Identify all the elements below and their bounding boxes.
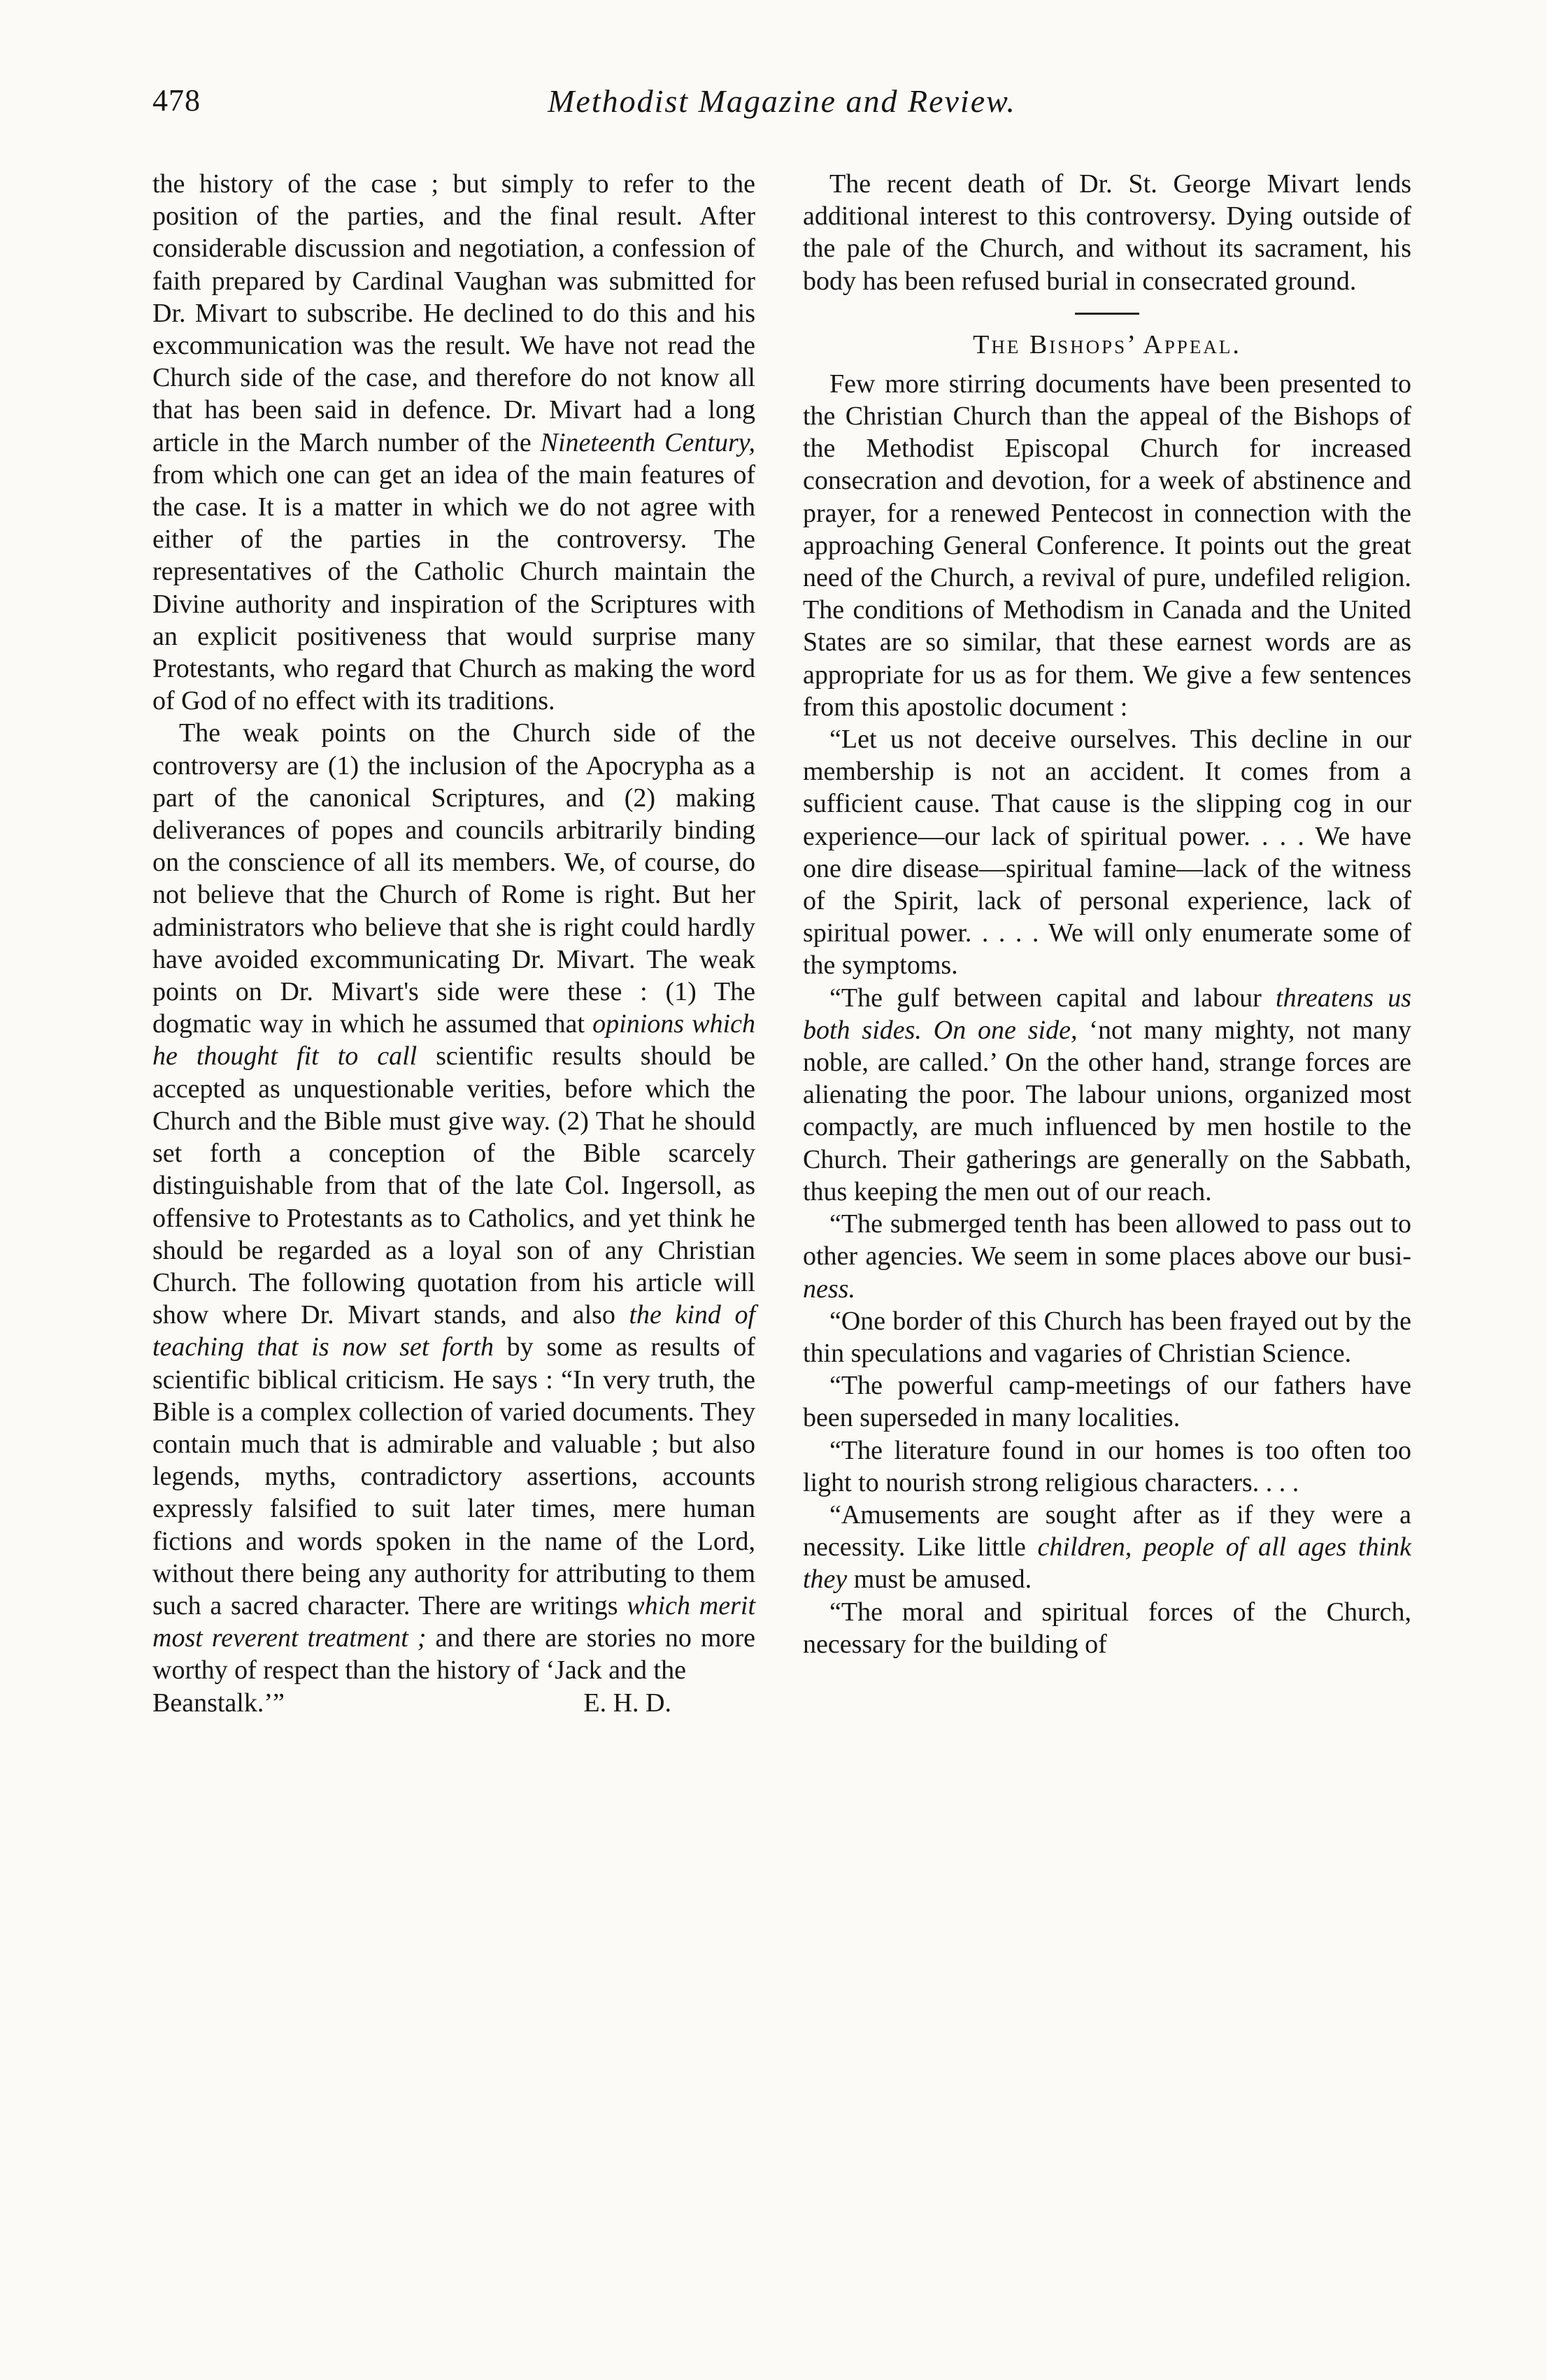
page-number: 478 — [152, 83, 201, 117]
quote-paragraph: “The moral and spiritual forces of the Church, necessary for the building of — [803, 1597, 1411, 1659]
right-column — [803, 168, 1411, 1660]
closing-text: Beanstalk.’” — [152, 1688, 285, 1718]
quote-paragraph: “The gulf between capital and labour threatens us both sides. On one side, ‘not many mighty, not many noble, are called.’ On the other hand, strange forces are alienating the poor. The labour unions, organized most compactly, are much influenced by men hostile to the Church. Their gatherings are generally on the Sabbath, thus keeping the men out of our reach. — [803, 983, 1411, 1206]
quote-paragraph: “The powerful camp-meetings of our fathers have been superseded in many localities. — [803, 1371, 1411, 1433]
closing-line — [152, 1687, 755, 1719]
quote-paragraph: “Let us not deceive ourselves. This decline in our membership is not an accident. It comes from a sufficient cause. That cause is the slipping cog in our experience—our lack of spiritual power. . . . We have one dire disease—spiritual famine—lack of the witness of the Spirit, lack of personal experience, lack of spiritual power. . . . . We will only enumerate some of the symptoms. — [803, 725, 1411, 981]
section-heading: The Bishops’ Appeal. — [973, 329, 1241, 359]
section-divider — [1075, 313, 1139, 315]
paragraph: The recent death of Dr. St. George Mivart lends additional interest to this controversy. Dying outside of the pale of the Church, and without its sacrament, his body has been refused burial in consecrated ground. — [803, 169, 1411, 296]
paragraph: the history of the case ; but simply to refer to the position of the parties, and the final result. After considerable discussion and negotiation, a confession of faith prepared by Cardinal Vaughan was submitted for Dr. Mivart to subscribe. He declined to do this and his excommunication was the result. We have not read the Church side of the case, and therefore do not know all that has been said in defence. Dr. Mivart had a long article in the March number of the Nineteenth Century, from which one can get an idea of the main features of the case. It is a matter in which we do not agree with either of the parties in the controversy. The representatives of the Catholic Church maintain the Divine authority and inspiration of the Scriptures with an explicit positiveness that would surprise many Protestants, who regard that Church as making the word of God of no effect with its traditions. — [152, 169, 755, 716]
page-header — [152, 83, 1411, 131]
paragraph: The weak points on the Church side of the controversy are (1) the inclusion of the Apocrypha as a part of the canonical Scriptures, and (2) making deliverances of popes and councils arbitrarily binding on the conscience of all its members. We, of course, do not believe that the Church of Rome is right. But her administrators who believe that she is right could hardly have avoided excommunicating Dr. Mivart. The weak points on Dr. Mivart's side were these : (1) The dogmatic way in which he assumed that opinions which he thought fit to call scientific results should be accepted as unquestionable verities, before which the Church and the Bible must give way. (2) That he should set forth a conception of the Bible scarcely distinguishable from that of the late Col. Ingersoll, as offensive to Protestants as to Catholics, and yet think he should be regarded as a loyal son of any Christian Church. The following quotation from his article will show where Dr. Mivart stands, and also the kind of teaching that is now set forth by some as results of scientific biblical criticism. He says : “In very truth, the Bible is a complex collection of varied documents. They contain much that is admirable and valuable ; but also legends, myths, contradictory assertions, accounts expressly falsified to suit later times, mere human fictions and words spoken in the name of the Lord, without there being any authority for attributing to them such a sacred character. There are writings which merit most reverent treatment ; and there are stories no more worthy of respect than the history of ‘Jack and the — [152, 718, 756, 1686]
quote-paragraph: “Amusements are sought after as if they were a necessity. Like little children, people of all ages think they must be amused. — [803, 1499, 1411, 1595]
paragraph: Few more stirring documents have been presented to the Christian Church than the appeal of the Bishops of the Methodist Episcopal Church for increased consecration and devotion, for a week of abstinence and prayer, for a renewed Pentecost in connection with the approaching General Conference. It points out the great need of the Church, a revival of pure, undefiled religion. The conditions of Methodism in Canada and the United States are so similar, that these earnest words are as appropriate for us as for them. We give a few sentences from this apostolic document : — [803, 369, 1411, 722]
left-column — [152, 168, 755, 1719]
author-signature: E. H. D. — [583, 1688, 671, 1718]
quote-paragraph: “The literature found in our homes is too often too light to nourish strong religious characters. . . . — [803, 1435, 1411, 1497]
quote-paragraph: “The submerged tenth has been allowed to pass out to other agencies. We seem in some places above our busi- ness. — [803, 1209, 1411, 1304]
quote-paragraph: “One border of this Church has been frayed out by the thin speculations and vagaries of Christian Science. — [803, 1306, 1411, 1368]
running-title: Methodist Magazine and Review. — [548, 83, 1016, 119]
